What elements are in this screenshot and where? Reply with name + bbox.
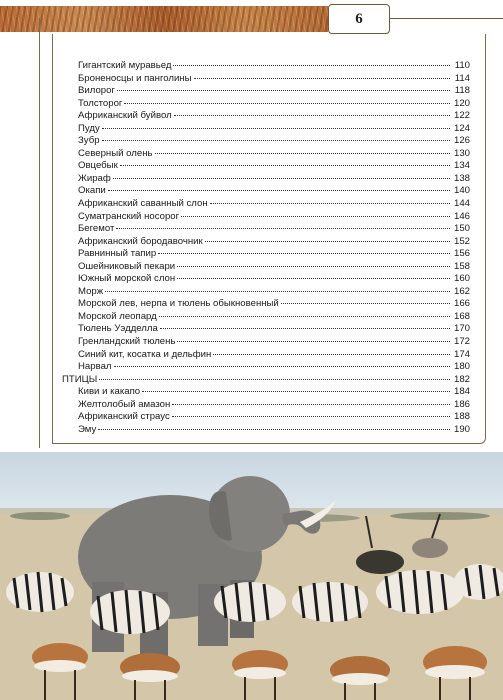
toc-page-number: 186: [453, 398, 470, 410]
toc-entry-title: Морж: [78, 285, 104, 297]
toc-leader-dots: [172, 404, 450, 405]
toc-entry-row: [62, 85, 470, 98]
toc-section-row: [62, 374, 470, 387]
toc-page-number: 120: [453, 97, 470, 109]
toc-page-number: 150: [453, 223, 470, 235]
toc-page-number: 188: [453, 411, 470, 423]
toc-page-number: 162: [453, 285, 470, 297]
toc-leader-dots: [114, 366, 450, 367]
toc-page-number: 182: [453, 373, 470, 385]
toc-entry-row: [62, 386, 470, 399]
toc-page-number: 126: [453, 135, 470, 147]
toc-entry-title: Желтолобый амазон: [78, 398, 171, 410]
toc-entry-row: [62, 160, 470, 173]
toc-entry-row: [62, 110, 470, 123]
frame-line-outer: [39, 18, 40, 448]
toc-entry-row: [62, 399, 470, 412]
toc-entry-row: [62, 349, 470, 362]
toc-leader-dots: [173, 65, 450, 66]
toc-leader-dots: [142, 391, 450, 392]
toc-entry-title: Окапи: [78, 185, 106, 197]
toc-leader-dots: [99, 379, 450, 380]
photo-illustration: [0, 452, 503, 700]
toc-entry-row: [62, 323, 470, 336]
toc-page-number: 190: [453, 423, 470, 435]
page-number-tab: [328, 4, 390, 34]
toc-page-number: 152: [453, 235, 470, 247]
toc-entry-row: [62, 273, 470, 286]
toc-page-number: 124: [453, 122, 470, 134]
toc-page-number: 170: [453, 323, 470, 335]
toc-leader-dots: [210, 203, 450, 204]
toc-entry-title: Эму: [78, 423, 97, 435]
toc-page-number: 140: [453, 185, 470, 197]
toc-entry-row: [62, 148, 470, 161]
toc-leader-dots: [113, 178, 450, 179]
toc-page-number: 168: [453, 310, 470, 322]
toc-entry-title: Зубр: [78, 135, 100, 147]
toc-page-number: 138: [453, 172, 470, 184]
toc-page-number: 166: [453, 298, 470, 310]
toc-entry-row: [62, 173, 470, 186]
toc-leader-dots: [117, 90, 450, 91]
toc-entry-row: [62, 424, 470, 437]
toc-entry-row: [62, 248, 470, 261]
toc-entry-row: [62, 311, 470, 324]
toc-entry-title: Киви и какапо: [78, 386, 141, 398]
toc-page-number: 130: [453, 147, 470, 159]
toc-page-number: 172: [453, 336, 470, 348]
toc-entry-row: [62, 236, 470, 249]
toc-entry-title: Пуду: [78, 122, 100, 134]
savanna-animals-photo: [0, 452, 503, 700]
toc-entry-title: Гренландский тюлень: [78, 336, 176, 348]
toc-entry-title: Вилорог: [78, 85, 115, 97]
toc-entry-title: Нарвал: [78, 361, 112, 373]
toc-entry-title: Броненосцы и панголины: [78, 72, 192, 84]
fur-texture-banner: [0, 6, 328, 32]
toc-page-number: 122: [453, 110, 470, 122]
toc-leader-dots: [159, 316, 450, 317]
toc-entry-row: [62, 298, 470, 311]
toc-entry-row: [62, 411, 470, 424]
toc-leader-dots: [177, 266, 450, 267]
toc-entry-title: Ошейниковый пекари: [78, 260, 176, 272]
toc-page-number: 174: [453, 348, 470, 360]
toc-entry-title: Равнинный тапир: [78, 248, 157, 260]
toc-page-number: 144: [453, 198, 470, 210]
toc-entry-title: Морской лев, нерпа и тюлень обыкновенный: [78, 298, 279, 310]
toc-leader-dots: [120, 165, 450, 166]
toc-entry-title: Суматранский носорог: [78, 210, 180, 222]
toc-entry-row: [62, 223, 470, 236]
toc-page-number: 180: [453, 361, 470, 373]
toc-entry-title: Синий кит, косатка и дельфин: [78, 348, 212, 360]
toc-entry-row: [62, 211, 470, 224]
toc-entry-title: Африканский буйвол: [78, 110, 172, 122]
toc-entry-row: [62, 135, 470, 148]
header-rule: [390, 18, 503, 19]
toc-page-number: 146: [453, 210, 470, 222]
toc-leader-dots: [172, 416, 450, 417]
toc-entry-title: Северный олень: [78, 147, 153, 159]
toc-leader-dots: [160, 328, 450, 329]
toc-page-number: 114: [454, 72, 470, 84]
toc-entry-row: [62, 123, 470, 136]
toc-leader-dots: [155, 153, 451, 154]
toc-page-number: 160: [453, 273, 470, 285]
toc-entry-title: Гигантский муравьед: [78, 60, 172, 71]
toc-leader-dots: [181, 216, 450, 217]
toc-entry-row: [62, 98, 470, 111]
toc-entry-row: [62, 261, 470, 274]
toc-leader-dots: [158, 253, 450, 254]
toc-leader-dots: [205, 241, 450, 242]
toc-page-number: 110: [454, 60, 470, 71]
toc-leader-dots: [116, 228, 450, 229]
toc-entry-row: [62, 361, 470, 374]
toc-leader-dots: [102, 128, 450, 129]
toc-entry-title: Овцебык: [78, 160, 118, 172]
toc-leader-dots: [98, 429, 450, 430]
toc-entry-row: [62, 60, 470, 73]
toc-entry-title: Африканский страус: [78, 411, 170, 423]
toc-entry-title: Южный морской слон: [78, 273, 176, 285]
toc-entry-title: Тюлень Уэдделла: [78, 323, 158, 335]
toc-leader-dots: [105, 291, 450, 292]
toc-page-number: 156: [453, 248, 470, 260]
toc-entry-row: [62, 336, 470, 349]
toc-leader-dots: [102, 140, 450, 141]
toc-leader-dots: [213, 354, 450, 355]
toc-entry-title: Морской леопард: [78, 310, 157, 322]
toc-entry-title: Бегемот: [78, 223, 115, 235]
toc-entry-row: [62, 73, 470, 86]
page-number: 6: [355, 11, 363, 27]
toc-page-number: 184: [453, 386, 470, 398]
toc-leader-dots: [281, 303, 450, 304]
toc-entry-title: Толсторог: [78, 97, 123, 109]
toc-page-number: 158: [453, 260, 470, 272]
toc-entry-title: Африканский бородавочник: [78, 235, 203, 247]
toc-entry-title: Африканский саванный слон: [78, 198, 208, 210]
table-of-contents: [62, 60, 470, 436]
header-band: [0, 0, 503, 36]
toc-leader-dots: [177, 341, 450, 342]
toc-entry-title: Жираф: [78, 172, 111, 184]
toc-leader-dots: [194, 78, 450, 79]
toc-page-number: 134: [453, 160, 470, 172]
toc-leader-dots: [124, 103, 450, 104]
toc-page-number: 118: [454, 85, 470, 97]
toc-leader-dots: [108, 190, 450, 191]
toc-entry-row: [62, 185, 470, 198]
toc-leader-dots: [174, 115, 450, 116]
toc-leader-dots: [177, 278, 450, 279]
toc-entry-row: [62, 198, 470, 211]
toc-section-title: ПТИЦЫ: [62, 373, 98, 385]
toc-entry-row: [62, 286, 470, 299]
